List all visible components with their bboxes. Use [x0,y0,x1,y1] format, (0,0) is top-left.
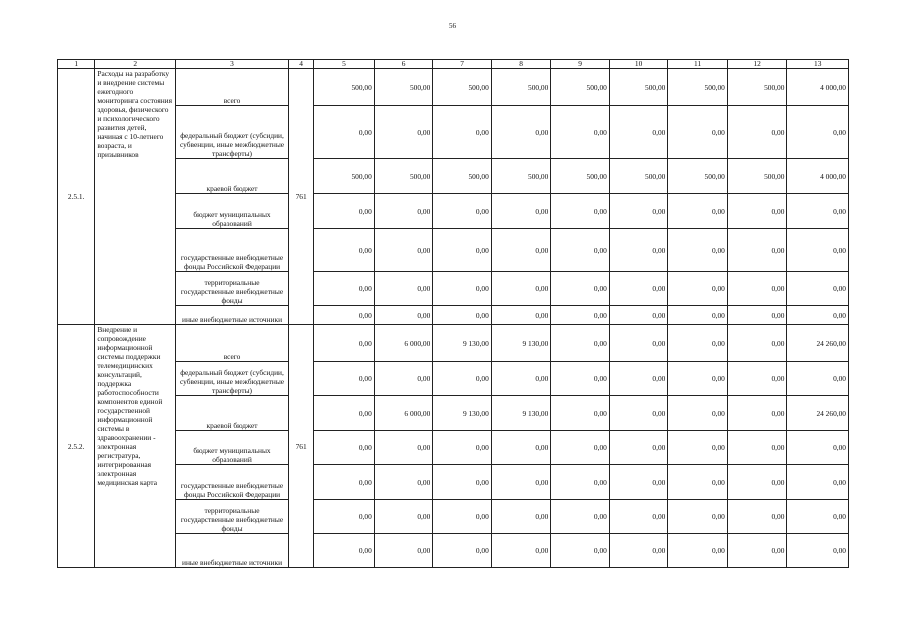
amount-cell: 0,00 [314,272,375,306]
amount-cell: 0,00 [609,306,668,325]
table-row [58,325,849,362]
amount-cell: 0,00 [727,306,787,325]
table-row [58,306,849,325]
budget-table [57,59,849,568]
funding-source: бюджет муниципальных образований [176,431,289,465]
funding-source: территориальные государственные внебюджетные фонды [176,500,289,534]
amount-cell: 500,00 [491,159,551,194]
amount-cell: 0,00 [727,325,787,362]
amount-cell: 0,00 [609,465,668,500]
amount-cell: 0,00 [787,534,849,568]
funding-source: федеральный бюджет (субсидии, субвенции, иные межбюджетные трансферты) [176,362,289,396]
amount-cell: 0,00 [551,362,610,396]
funding-source: территориальные государственные внебюджетные фонды [176,272,289,306]
table-row [58,362,849,396]
amount-cell: 500,00 [491,69,551,106]
amount-cell: 0,00 [491,194,551,229]
amount-cell: 0,00 [787,306,849,325]
amount-cell: 0,00 [668,325,728,362]
header-cell: 10 [609,60,668,69]
amount-cell: 0,00 [374,229,433,272]
table-row [58,194,849,229]
amount-cell: 500,00 [374,159,433,194]
header-cell: 7 [433,60,492,69]
header-cell: 5 [314,60,375,69]
amount-cell: 24 260,00 [787,325,849,362]
amount-cell: 0,00 [314,194,375,229]
amount-cell: 500,00 [727,69,787,106]
amount-cell: 0,00 [374,465,433,500]
amount-cell: 500,00 [727,159,787,194]
amount-cell: 0,00 [609,229,668,272]
amount-cell: 0,00 [433,534,492,568]
amount-cell: 0,00 [609,325,668,362]
amount-cell: 0,00 [668,500,728,534]
amount-cell: 0,00 [374,194,433,229]
amount-cell: 0,00 [609,396,668,431]
amount-cell: 500,00 [433,159,492,194]
amount-cell: 0,00 [433,106,492,159]
amount-cell: 0,00 [727,362,787,396]
amount-cell: 0,00 [374,362,433,396]
amount-cell: 0,00 [433,465,492,500]
amount-cell: 0,00 [727,465,787,500]
amount-cell: 500,00 [609,159,668,194]
funding-source: государственные внебюджетные фонды Российской Федерации [176,229,289,272]
amount-cell: 0,00 [433,306,492,325]
amount-cell: 9 130,00 [433,325,492,362]
amount-cell: 500,00 [433,69,492,106]
funding-source: краевой бюджет [176,159,289,194]
funding-source: иные внебюджетные источники [176,306,289,325]
amount-cell: 9 130,00 [491,396,551,431]
amount-cell: 0,00 [787,500,849,534]
header-cell: 1 [58,60,95,69]
amount-cell: 500,00 [668,69,728,106]
amount-cell: 0,00 [551,306,610,325]
amount-cell: 0,00 [727,396,787,431]
amount-cell: 0,00 [314,431,375,465]
amount-cell: 0,00 [491,362,551,396]
table-row [58,500,849,534]
amount-cell: 0,00 [727,229,787,272]
amount-cell: 0,00 [491,272,551,306]
amount-cell: 500,00 [374,69,433,106]
amount-cell: 500,00 [668,159,728,194]
amount-cell: 0,00 [491,229,551,272]
amount-cell: 0,00 [727,500,787,534]
amount-cell: 0,00 [668,194,728,229]
amount-cell: 0,00 [314,229,375,272]
amount-cell: 0,00 [609,534,668,568]
amount-cell: 0,00 [609,106,668,159]
amount-cell: 0,00 [314,465,375,500]
grbs-code: 761 [289,325,314,568]
table-row [58,229,849,272]
funding-source: краевой бюджет [176,396,289,431]
amount-cell: 0,00 [433,362,492,396]
amount-cell: 0,00 [374,431,433,465]
amount-cell: 0,00 [433,272,492,306]
table-row [58,106,849,159]
item-name: Расходы на разработку и внедрение системы ежегодного мониторинга состояния здоровья, физического и психологического развития детей, начиная с 10-летнего возраста, и призывников [95,69,176,325]
header-cell: 13 [787,60,849,69]
amount-cell: 9 130,00 [491,325,551,362]
amount-cell: 0,00 [787,362,849,396]
table-row [58,431,849,465]
table-row [58,396,849,431]
amount-cell: 0,00 [668,272,728,306]
amount-cell: 0,00 [609,272,668,306]
amount-cell: 6 000,00 [374,396,433,431]
header-row [58,60,849,69]
amount-cell: 0,00 [668,396,728,431]
amount-cell: 0,00 [491,500,551,534]
amount-cell: 0,00 [314,306,375,325]
amount-cell: 0,00 [314,325,375,362]
amount-cell: 0,00 [551,229,610,272]
amount-cell: 0,00 [787,272,849,306]
amount-cell: 0,00 [727,534,787,568]
amount-cell: 0,00 [374,272,433,306]
amount-cell: 0,00 [551,431,610,465]
amount-cell: 0,00 [374,534,433,568]
header-cell: 12 [727,60,787,69]
amount-cell: 0,00 [787,229,849,272]
header-cell: 9 [551,60,610,69]
amount-cell: 0,00 [374,106,433,159]
amount-cell: 0,00 [551,396,610,431]
amount-cell: 0,00 [727,194,787,229]
header-cell: 2 [95,60,176,69]
amount-cell: 0,00 [314,534,375,568]
amount-cell: 500,00 [551,159,610,194]
table-row [58,272,849,306]
funding-source: всего [176,325,289,362]
funding-source: бюджет муниципальных образований [176,194,289,229]
amount-cell: 0,00 [374,306,433,325]
table-row [58,465,849,500]
amount-cell: 0,00 [491,534,551,568]
amount-cell: 24 260,00 [787,396,849,431]
table-row [58,159,849,194]
amount-cell: 0,00 [314,500,375,534]
amount-cell: 0,00 [668,306,728,325]
amount-cell: 4 000,00 [787,159,849,194]
amount-cell: 0,00 [433,229,492,272]
amount-cell: 500,00 [551,69,610,106]
item-code: 2.5.2. [58,325,95,568]
amount-cell: 0,00 [314,396,375,431]
amount-cell: 0,00 [433,500,492,534]
amount-cell: 0,00 [433,431,492,465]
funding-source: федеральный бюджет (субсидии, субвенции, иные межбюджетные трансферты) [176,106,289,159]
amount-cell: 0,00 [314,362,375,396]
amount-cell: 0,00 [609,194,668,229]
header-cell: 4 [289,60,314,69]
amount-cell: 0,00 [668,465,728,500]
header-cell: 6 [374,60,433,69]
header-cell: 3 [176,60,289,69]
amount-cell: 0,00 [491,431,551,465]
amount-cell: 0,00 [551,465,610,500]
amount-cell: 0,00 [787,431,849,465]
amount-cell: 0,00 [787,106,849,159]
amount-cell: 0,00 [609,362,668,396]
amount-cell: 0,00 [727,272,787,306]
amount-cell: 0,00 [551,534,610,568]
header-cell: 11 [668,60,728,69]
amount-cell: 0,00 [491,106,551,159]
amount-cell: 0,00 [668,362,728,396]
header-cell: 8 [491,60,551,69]
amount-cell: 0,00 [314,106,375,159]
amount-cell: 0,00 [727,106,787,159]
amount-cell: 0,00 [551,106,610,159]
amount-cell: 500,00 [314,69,375,106]
funding-source: всего [176,69,289,106]
amount-cell: 0,00 [668,229,728,272]
amount-cell: 6 000,00 [374,325,433,362]
amount-cell: 0,00 [551,272,610,306]
amount-cell: 0,00 [787,465,849,500]
amount-cell: 0,00 [668,106,728,159]
item-name: Внедрение и сопровождение информационной системы поддержки телемедицинских консультаций, поддержка работоспособности компонентов единой государственной информационной системы в здравоохранении - электронная регистратура, интегрированная электронная медицинская карта [95,325,176,568]
grbs-code: 761 [289,69,314,325]
funding-source: государственные внебюджетные фонды Российской Федерации [176,465,289,500]
amount-cell: 0,00 [433,194,492,229]
amount-cell: 0,00 [551,325,610,362]
table-row [58,534,849,568]
amount-cell: 0,00 [609,500,668,534]
amount-cell: 500,00 [314,159,375,194]
amount-cell: 0,00 [668,534,728,568]
amount-cell: 0,00 [668,431,728,465]
table-row [58,69,849,106]
amount-cell: 4 000,00 [787,69,849,106]
amount-cell: 0,00 [491,465,551,500]
amount-cell: 500,00 [609,69,668,106]
amount-cell: 0,00 [374,500,433,534]
amount-cell: 0,00 [491,306,551,325]
amount-cell: 9 130,00 [433,396,492,431]
amount-cell: 0,00 [787,194,849,229]
amount-cell: 0,00 [551,194,610,229]
funding-source: иные внебюджетные источники [176,534,289,568]
item-code: 2.5.1. [58,69,95,325]
page-number: 56 [449,22,456,30]
amount-cell: 0,00 [609,431,668,465]
amount-cell: 0,00 [727,431,787,465]
amount-cell: 0,00 [551,500,610,534]
